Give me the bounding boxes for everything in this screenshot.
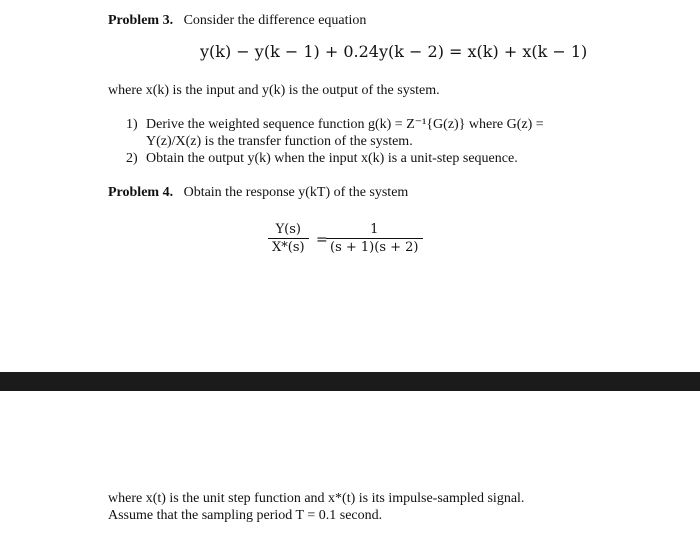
problem-3-item-1-line2: Y(z)/X(z) is the transfer function of the system. [146,134,413,149]
separator-bar [0,372,700,391]
rhs-denominator: (s + 1)(s + 2) [326,238,423,255]
problem-4-heading [108,185,408,201]
problem-3-item-1-number: 1) [126,117,138,132]
problem-4-label: Problem 4. [108,185,174,200]
problem-3-item-1-line1: Derive the weighted sequence function g(k) = Z⁻¹{G(z)} where G(z) = [146,117,544,132]
continuation-line-1: where x(t) is the unit step function and x*(t) is its impulse-sampled signal. [108,491,525,506]
problem-3-item-2-number: 2) [126,151,138,166]
problem-panel-bottom [0,391,700,547]
problem-4-intro: Obtain the response y(kT) of the system [183,185,409,200]
rhs-numerator: 1 [370,222,379,237]
lhs-fraction [268,222,309,255]
lhs-numerator: Y(s) [275,222,301,237]
difference-equation: y(k) − y(k − 1) + 0.24y(k − 2) = x(k) + x(k − 1) [200,42,588,61]
problem-3-intro: Consider the difference equation [183,13,367,28]
problem-3-item-2-line1: Obtain the output y(k) when the input x(k) is a unit-step sequence. [146,151,518,166]
problem-3-heading [108,13,366,29]
problem-3-where-text: where x(k) is the input and y(k) is the output of the system. [108,83,440,98]
continuation-line-2: Assume that the sampling period T = 0.1 second. [108,508,383,523]
fraction-equals-sign: = [316,232,328,248]
problem-3-label: Problem 3. [108,13,174,28]
rhs-fraction [326,222,423,255]
lhs-denominator: X*(s) [268,238,309,255]
